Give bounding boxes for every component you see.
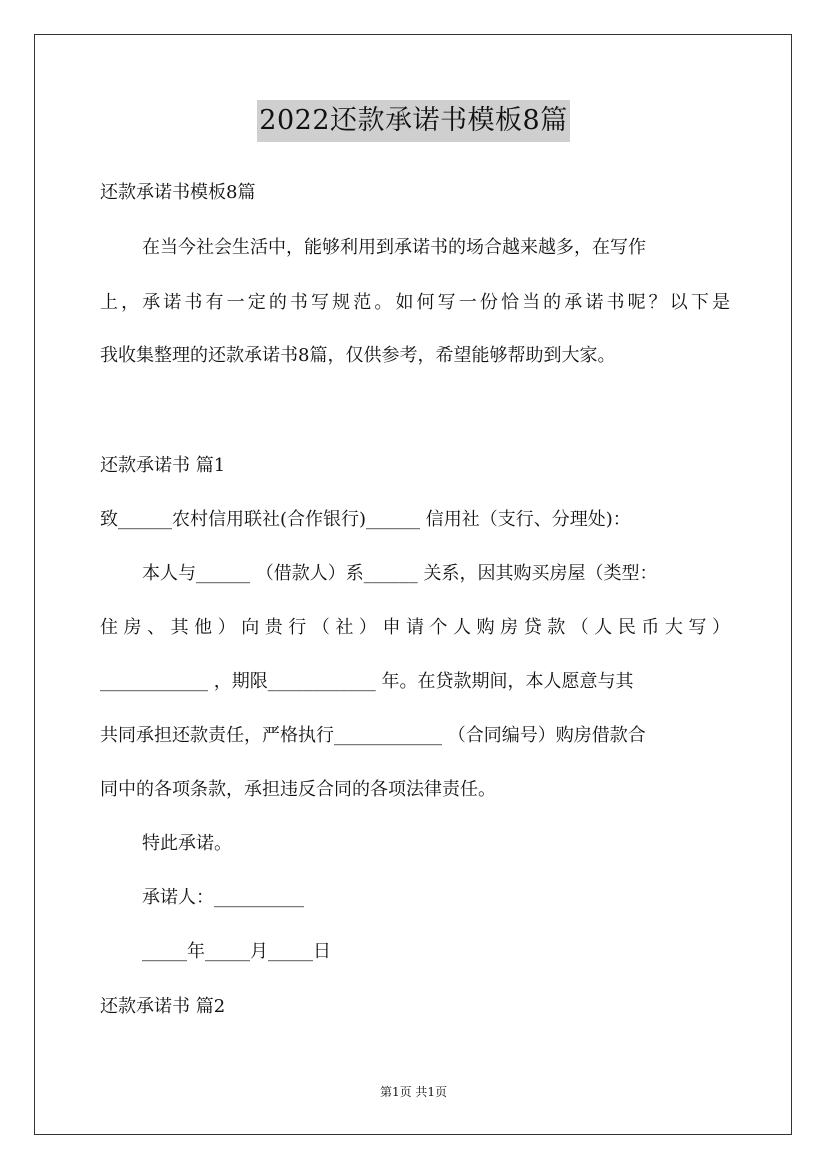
closing-statement: 特此承诺。: [142, 833, 232, 854]
section-heading-2: 还款承诺书 篇2: [100, 996, 226, 1017]
section-heading-1: 还款承诺书 篇1: [100, 455, 226, 476]
intro-paragraph-line: 我收集整理的还款承诺书8篇，仅供参考，希望能够帮助到大家。: [100, 345, 616, 366]
body-paragraph-line: 共同承担还款责任，严格执行____________ （合同编号）购房借款合: [100, 725, 646, 746]
intro-paragraph-line: 在当今社会生活中，能够利用到承诺书的场合越来越多，在写作: [142, 237, 646, 258]
document-title: 2022还款承诺书模板8篇: [257, 100, 569, 142]
page-footer: 第1页 共1页: [379, 1085, 448, 1099]
title-container: [0, 100, 827, 142]
body-paragraph-line: ____________ ，期限____________ 年。在贷款期间，本人愿意与其: [100, 671, 634, 692]
body-paragraph-line: 本人与______ （借款人）系______ 关系，因其购买房屋（类型：: [142, 563, 658, 584]
date-line: _____年_____月_____日: [142, 941, 331, 962]
intro-paragraph-line: 上，承诺书有一定的书写规范。如何写一份恰当的承诺书呢？以下是: [100, 292, 730, 313]
body-paragraph-line: 同中的各项条款，承担违反合同的各项法律责任。: [100, 779, 496, 800]
signer-line: 承诺人：__________: [142, 887, 304, 908]
document-subtitle: 还款承诺书模板8篇: [100, 182, 256, 203]
address-line: 致______农村信用联社(合作银行)______ 信用社（支行、分理处)：: [100, 509, 631, 530]
body-paragraph-line: 住房、其他）向贵行（社）申请个人购房贷款（人民币大写）: [100, 617, 730, 638]
